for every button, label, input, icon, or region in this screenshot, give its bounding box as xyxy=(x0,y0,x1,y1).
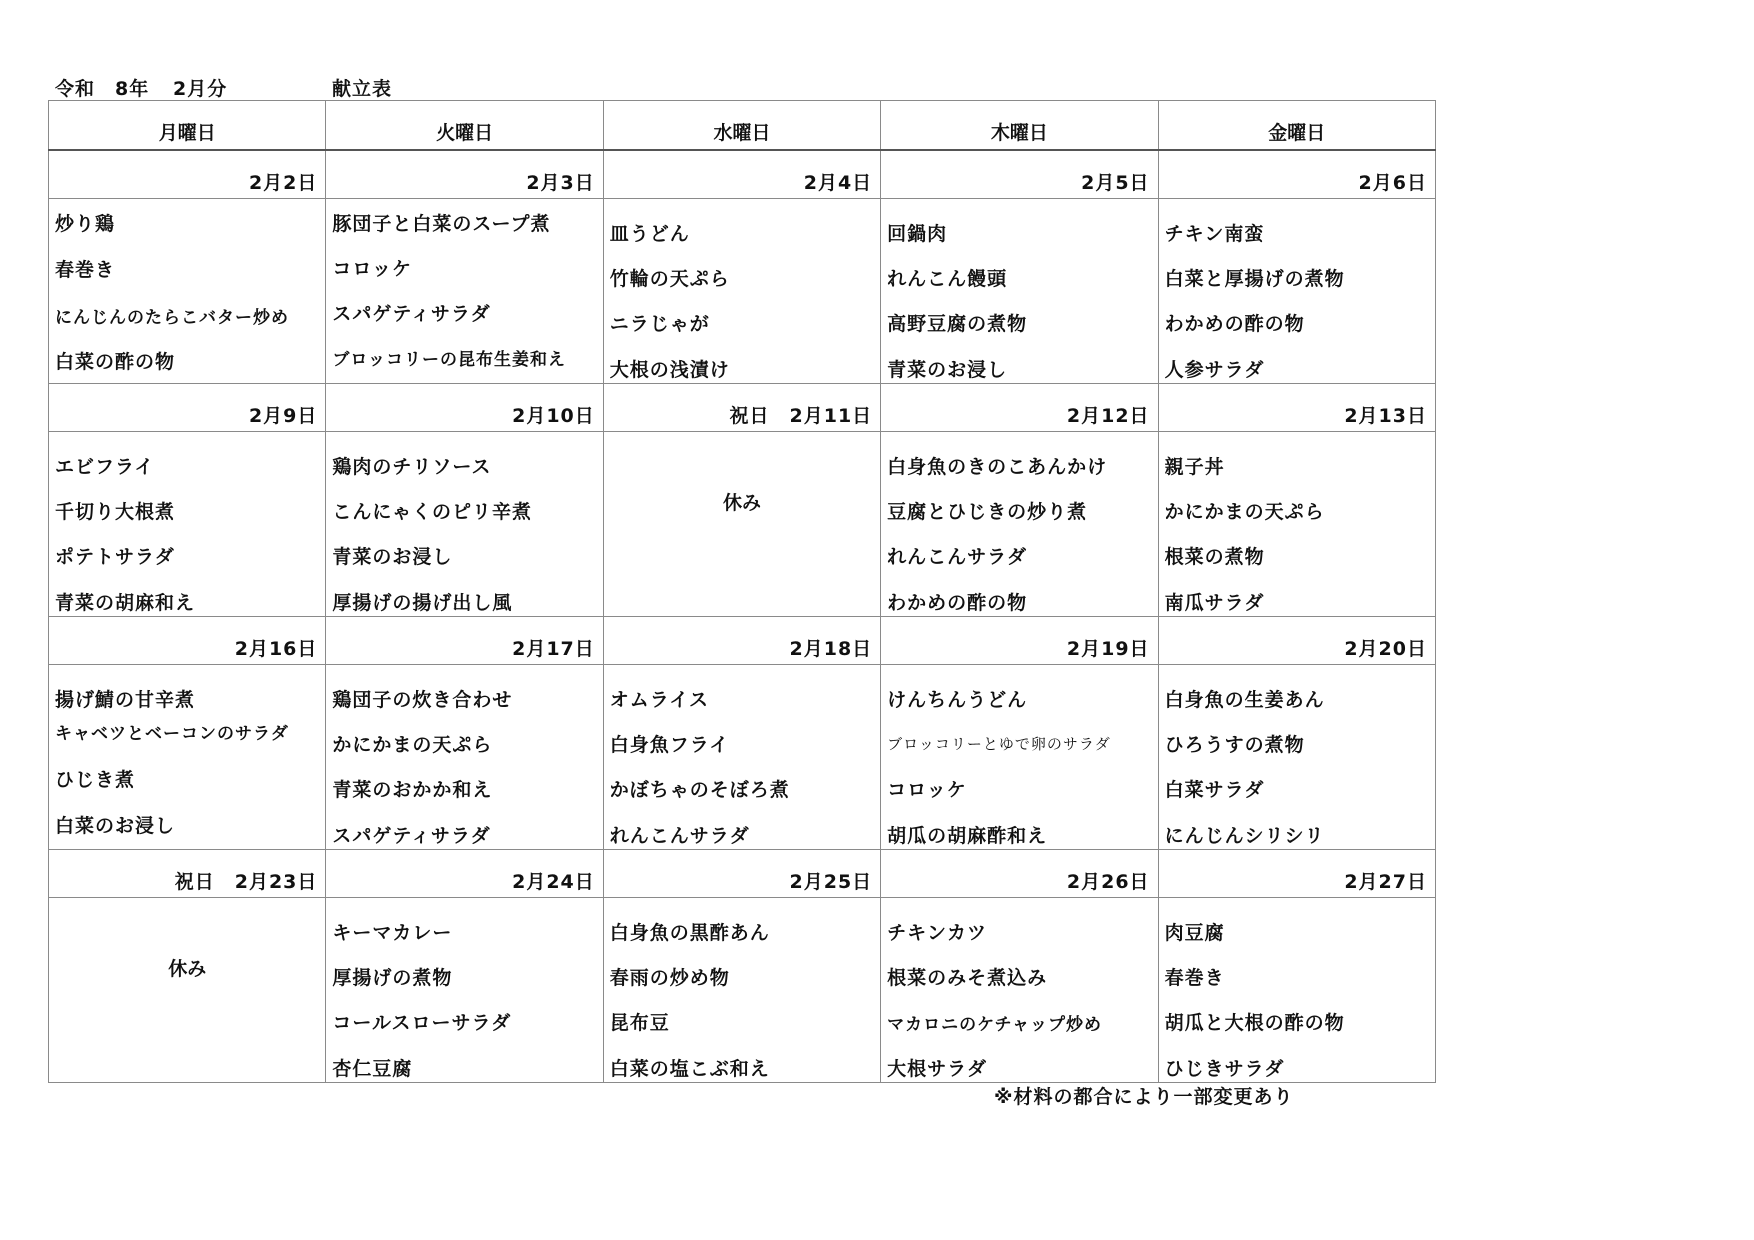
holiday-label: 休み xyxy=(168,958,207,980)
menu-item: オムライス xyxy=(609,689,710,711)
date-cell: 2月19日 xyxy=(881,617,1158,665)
menu-item: かにかまの天ぷら xyxy=(332,734,493,756)
menu-item: わかめの酢の物 xyxy=(1164,313,1305,335)
menu-item: 皿うどん xyxy=(609,223,690,245)
menu-item: 胡瓜と大根の酢の物 xyxy=(1164,1012,1345,1034)
menu-item: コロッケ xyxy=(887,779,967,801)
weekday-header: 金曜日 xyxy=(1158,101,1435,151)
menu-cell xyxy=(49,199,326,384)
weekday-header-row xyxy=(49,101,1436,151)
menu-table xyxy=(48,100,1436,1083)
menu-cell xyxy=(1158,432,1435,617)
menu-item: 竹輪の天ぷら xyxy=(609,268,730,290)
date-cell: 2月4日 xyxy=(603,150,880,199)
date-row xyxy=(49,150,1436,199)
menu-item: 鶏肉のチリソース xyxy=(332,456,492,478)
menu-item: れんこん饅頭 xyxy=(887,268,1008,290)
menu-row xyxy=(49,199,1436,384)
menu-item: かぼちゃのそぼろ煮 xyxy=(609,779,790,801)
menu-item: わかめの酢の物 xyxy=(887,592,1028,614)
date-cell: 2月3日 xyxy=(326,150,603,199)
date-cell: 祝日 2月11日 xyxy=(603,384,880,432)
menu-item: 青菜のお浸し xyxy=(332,546,453,568)
menu-cell xyxy=(881,898,1158,1083)
menu-item: 杏仁豆腐 xyxy=(332,1058,413,1080)
menu-item: 大根の浅漬け xyxy=(609,359,730,381)
menu-cell xyxy=(603,898,880,1083)
date-cell: 2月10日 xyxy=(326,384,603,432)
menu-item: 白身魚の黒酢あん xyxy=(609,922,770,944)
menu-item: 大根サラダ xyxy=(887,1058,987,1080)
menu-item: スパゲティサラダ xyxy=(332,303,491,325)
menu-item: 白菜と厚揚げの煮物 xyxy=(1164,268,1345,290)
menu-item: けんちんうどん xyxy=(887,689,1028,711)
menu-cell xyxy=(326,898,603,1083)
weekday-header: 月曜日 xyxy=(49,101,326,151)
menu-item: こんにゃくのピリ辛煮 xyxy=(332,501,533,523)
date-row xyxy=(49,384,1436,432)
menu-cell xyxy=(881,665,1158,850)
menu-item: 肉豆腐 xyxy=(1164,922,1225,944)
menu-item: にんじんのたらこバター炒め xyxy=(55,308,289,328)
menu-item: マカロニのケチャップ炒め xyxy=(887,1015,1102,1035)
menu-item: 春巻き xyxy=(55,259,116,281)
menu-item: エビフライ xyxy=(55,456,155,478)
menu-item: ブロッコリーの昆布生姜和え xyxy=(332,350,567,370)
menu-item: ポテトサラダ xyxy=(55,546,175,568)
menu-cell xyxy=(326,199,603,384)
date-cell: 2月12日 xyxy=(881,384,1158,432)
menu-item: ニラじゃが xyxy=(609,313,710,335)
menu-item: 白身魚フライ xyxy=(609,734,730,756)
menu-item: 春巻き xyxy=(1164,967,1225,989)
menu-item: キャベツとベーコンのサラダ xyxy=(55,724,289,744)
menu-cell xyxy=(326,665,603,850)
menu-item: コロッケ xyxy=(332,258,413,280)
menu-item: 白身魚のきのこあんかけ xyxy=(887,456,1108,478)
menu-item: ひじきサラダ xyxy=(1164,1058,1285,1080)
menu-row xyxy=(49,432,1436,617)
date-cell: 2月25日 xyxy=(603,850,880,898)
menu-item: 回鍋肉 xyxy=(887,223,948,245)
menu-item: チキンカツ xyxy=(887,922,987,944)
weekday-header: 火曜日 xyxy=(326,101,603,151)
holiday-cell xyxy=(603,432,880,617)
menu-item: 豚団子と白菜のスープ煮 xyxy=(332,213,551,235)
menu-item: 白菜サラダ xyxy=(1164,779,1265,801)
date-cell: 2月27日 xyxy=(1158,850,1435,898)
menu-item: 根菜のみそ煮込み xyxy=(887,967,1048,989)
date-cell: 2月16日 xyxy=(49,617,326,665)
menu-item: 青菜のお浸し xyxy=(887,359,1008,381)
menu-item: 白菜の塩こぶ和え xyxy=(609,1058,770,1080)
menu-item: かにかまの天ぷら xyxy=(1164,501,1325,523)
date-cell: 祝日 2月23日 xyxy=(49,850,326,898)
menu-item: 青菜のおかか和え xyxy=(332,779,493,801)
menu-cell xyxy=(49,432,326,617)
holiday-label: 休み xyxy=(722,492,761,514)
menu-item: 根菜の煮物 xyxy=(1164,546,1265,568)
menu-item: 白身魚の生姜あん xyxy=(1164,689,1325,711)
title-label: 献立表 xyxy=(332,78,393,100)
menu-item: 白菜の酢の物 xyxy=(55,351,176,373)
menu-item: にんじんシリシリ xyxy=(1164,825,1325,847)
menu-item: れんこんサラダ xyxy=(609,825,750,847)
menu-cell xyxy=(1158,898,1435,1083)
date-row xyxy=(49,850,1436,898)
date-cell: 2月2日 xyxy=(49,150,326,199)
menu-item: 豆腐とひじきの炒り煮 xyxy=(887,501,1088,523)
date-cell: 2月5日 xyxy=(881,150,1158,199)
weekday-header: 水曜日 xyxy=(603,101,880,151)
menu-item: 青菜の胡麻和え xyxy=(55,592,196,614)
date-cell: 2月13日 xyxy=(1158,384,1435,432)
date-cell: 2月18日 xyxy=(603,617,880,665)
date-cell: 2月20日 xyxy=(1158,617,1435,665)
menu-item: キーマカレー xyxy=(332,922,453,944)
menu-item: ひろうすの煮物 xyxy=(1164,734,1305,756)
menu-item: 厚揚げの煮物 xyxy=(332,967,453,989)
menu-item: 春雨の炒め物 xyxy=(609,967,730,989)
menu-item: れんこんサラダ xyxy=(887,546,1027,568)
menu-item: 鶏団子の炊き合わせ xyxy=(332,689,513,711)
menu-item: 白菜のお浸し xyxy=(55,815,176,837)
menu-item: 揚げ鯖の甘辛煮 xyxy=(55,689,196,711)
menu-item: 千切り大根煮 xyxy=(55,501,176,523)
menu-cell xyxy=(49,665,326,850)
footnote: ※材料の都合により一部変更あり xyxy=(994,1086,1294,1108)
menu-row xyxy=(49,665,1436,850)
title-era: 令和 8年 xyxy=(55,78,150,100)
weekday-header: 木曜日 xyxy=(881,101,1158,151)
date-cell: 2月24日 xyxy=(326,850,603,898)
menu-cell xyxy=(603,199,880,384)
menu-item: ブロッコリーとゆで卵のサラダ xyxy=(887,735,1111,753)
menu-cell xyxy=(1158,665,1435,850)
date-cell: 2月26日 xyxy=(881,850,1158,898)
date-cell: 2月17日 xyxy=(326,617,603,665)
holiday-cell xyxy=(49,898,326,1083)
menu-item: 高野豆腐の煮物 xyxy=(887,313,1028,335)
menu-item: 炒り鶏 xyxy=(55,213,116,235)
menu-cell xyxy=(326,432,603,617)
menu-item: 胡瓜の胡麻酢和え xyxy=(887,825,1048,847)
menu-item: チキン南蛮 xyxy=(1164,223,1265,245)
menu-item: 南瓜サラダ xyxy=(1164,592,1265,614)
date-row xyxy=(49,617,1436,665)
menu-item: 人参サラダ xyxy=(1164,359,1265,381)
menu-item: コールスローサラダ xyxy=(332,1012,512,1034)
menu-row xyxy=(49,898,1436,1083)
date-cell: 2月6日 xyxy=(1158,150,1435,199)
date-cell: 2月9日 xyxy=(49,384,326,432)
title-month: 2月分 xyxy=(173,78,228,100)
menu-cell xyxy=(881,432,1158,617)
menu-item: 親子丼 xyxy=(1164,456,1225,478)
menu-item: 厚揚げの揚げ出し風 xyxy=(332,592,513,614)
menu-item: ひじき煮 xyxy=(55,769,136,791)
menu-item: スパゲティサラダ xyxy=(332,825,491,847)
menu-cell xyxy=(881,199,1158,384)
menu-cell xyxy=(1158,199,1435,384)
menu-cell xyxy=(603,665,880,850)
menu-item: 昆布豆 xyxy=(609,1012,670,1034)
